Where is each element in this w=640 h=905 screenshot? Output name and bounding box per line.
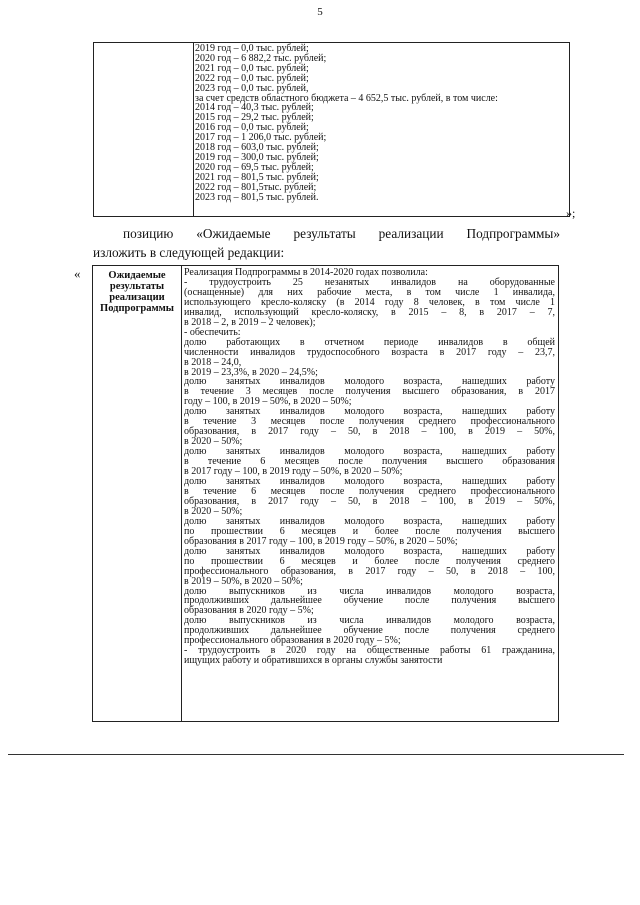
result-line: профессионального образования в 2020 году – 5%; <box>184 635 401 647</box>
result-line: долю занятых инвалидов молодого возраста, нашедших работу <box>184 545 555 557</box>
funding-line: 2022 год – 0,0 тыс. рублей; <box>195 72 309 84</box>
expected-results-header-cell <box>93 266 182 721</box>
funding-line: 2021 год – 0,0 тыс. рублей; <box>195 62 309 74</box>
funding-table-label-cell <box>94 43 194 216</box>
funding-line: 2017 год – 1 206,0 тыс. рублей; <box>195 132 327 144</box>
result-line: году – 100, в 2019 – 50%, в 2020 – 50%; <box>184 396 352 408</box>
amendment-paragraph: позицию «Ожидаемые результаты реализации Подпрограммы» <box>123 226 560 241</box>
result-line: образования, в 2017 году – 50, в 2018 – 100, в 2019 – 50%, <box>184 495 555 507</box>
amendment-paragraph-continued: изложить в следующей редакции: <box>93 245 285 260</box>
result-line: - обеспечить: <box>184 326 241 338</box>
expected-results-content-cell <box>184 268 555 666</box>
result-line: профессионального образования, в 2017 году – 50, в 2018 – 100, <box>184 565 555 577</box>
funding-line: 2023 год – 801,5 тыс. рублей. <box>195 191 319 203</box>
result-line: в течение 6 месяцев после получения высшего образования <box>184 456 555 468</box>
result-line: долю занятых инвалидов молодого возраста, нашедших работу <box>184 446 555 458</box>
result-line: долю выпускников из числа инвалидов молодого возраста, <box>184 615 555 627</box>
expected-results-header: Ожидаемые результаты реализации Подпрограммы <box>100 270 174 314</box>
opening-quote: « <box>74 266 81 281</box>
result-line: в течение 3 месяцев после получения высшего образования, в 2017 <box>184 386 555 398</box>
funding-line: 2019 год – 0,0 тыс. рублей; <box>195 43 309 54</box>
funding-line: 2020 год – 69,5 тыс. рублей; <box>195 161 314 173</box>
result-line: продолживших дальнейшее обучение после получения высшего <box>184 595 555 607</box>
funding-line: 2016 год – 0,0 тыс. рублей; <box>195 122 309 134</box>
result-line: долю работающих в отчетном периоде инвалидов в общей <box>184 336 555 348</box>
result-line: в 2019 – 23,3%, в 2020 – 24,5%; <box>184 366 318 378</box>
funding-line: 2019 год – 300,0 тыс. рублей; <box>195 151 319 163</box>
funding-line: 2018 год – 603,0 тыс. рублей; <box>195 142 319 154</box>
page-number: 5 <box>317 6 323 18</box>
result-line: долю занятых инвалидов молодого возраста, нашедших работу <box>184 406 555 418</box>
result-line: использующего кресло-коляску (в 2014 году 8 человек, в том числе 1 <box>184 296 555 308</box>
result-line: долю занятых инвалидов молодого возраста, нашедших работу <box>184 515 555 527</box>
result-line: в 2017 году – 100, в 2019 году – 50%, в 2020 – 50%; <box>184 466 403 478</box>
result-line: - трудоустроить в 2020 году на общественные работы 61 гражданина, <box>184 645 555 657</box>
funding-table <box>93 42 570 217</box>
result-line: долю занятых инвалидов молодого возраста, нашедших работу <box>184 376 555 388</box>
result-line: ищущих работу и обратившихся в органы службы занятости <box>184 655 443 667</box>
funding-line: 2015 год – 29,2 тыс. рублей; <box>195 112 314 124</box>
result-line: в 2020 – 50%; <box>184 505 243 517</box>
footer-divider <box>8 754 624 755</box>
result-line: инвалид, использующий кресло-коляску, в 2015 – 8, в 2017 – 7, <box>184 306 555 318</box>
result-line: долю выпускников из числа инвалидов молодого возраста, <box>184 585 555 597</box>
result-line: по прошествии 6 месяцев и более после получения среднего <box>184 555 555 567</box>
funding-line: 2021 год – 801,5 тыс. рублей; <box>195 171 319 183</box>
result-line: образования, в 2017 году – 50, в 2018 – 100, в 2019 – 50%, <box>184 426 555 438</box>
result-line: в 2018 – 24,0, <box>184 356 242 368</box>
result-line: по прошествии 6 месяцев и более после получения высшего <box>184 525 555 537</box>
result-line: в течение 3 месяцев после получения среднего профессионального <box>184 416 555 428</box>
result-line: в 2018 – 2, в 2019 – 2 человек); <box>184 316 316 328</box>
funding-line: 2022 год – 801,5тыс. рублей; <box>195 181 317 193</box>
closing-quote: »; <box>566 206 576 220</box>
result-line: (оснащенные) для них рабочие места, в том числе 1 инвалида, <box>184 286 555 298</box>
result-line: Реализация Подпрограммы в 2014-2020 годах позволила: <box>184 267 428 278</box>
result-line: долю занятых инвалидов молодого возраста, нашедших работу <box>184 476 555 488</box>
result-line: продолживших дальнейшее обучение после получения среднего <box>184 625 555 637</box>
result-line: в 2020 – 50%; <box>184 436 243 448</box>
funding-table-value-cell <box>195 44 565 203</box>
funding-line: 2014 год – 40,3 тыс. рублей; <box>195 102 314 114</box>
result-line: численности инвалидов трудоспособного возраста в 2017 году – 23,7, <box>184 346 555 358</box>
funding-line: за счет средств областного бюджета – 4 652,5 тыс. рублей, в том числе: <box>195 92 498 104</box>
funding-line: 2023 год – 0,0 тыс. рублей, <box>195 82 309 94</box>
result-line: в 2019 – 50%, в 2020 – 50%; <box>184 575 303 587</box>
result-line: - трудоустроить 25 незанятых инвалидов на оборудованные <box>184 276 555 288</box>
result-line: образования в 2017 году – 100, в 2019 году – 50%, в 2020 – 50%; <box>184 535 458 547</box>
result-line: в течение 6 месяцев после получения среднего профессионального <box>184 485 555 497</box>
expected-results-table <box>92 265 559 722</box>
result-line: образования в 2020 году – 5%; <box>184 605 314 617</box>
funding-line: 2020 год – 6 882,2 тыс. рублей; <box>195 52 327 64</box>
